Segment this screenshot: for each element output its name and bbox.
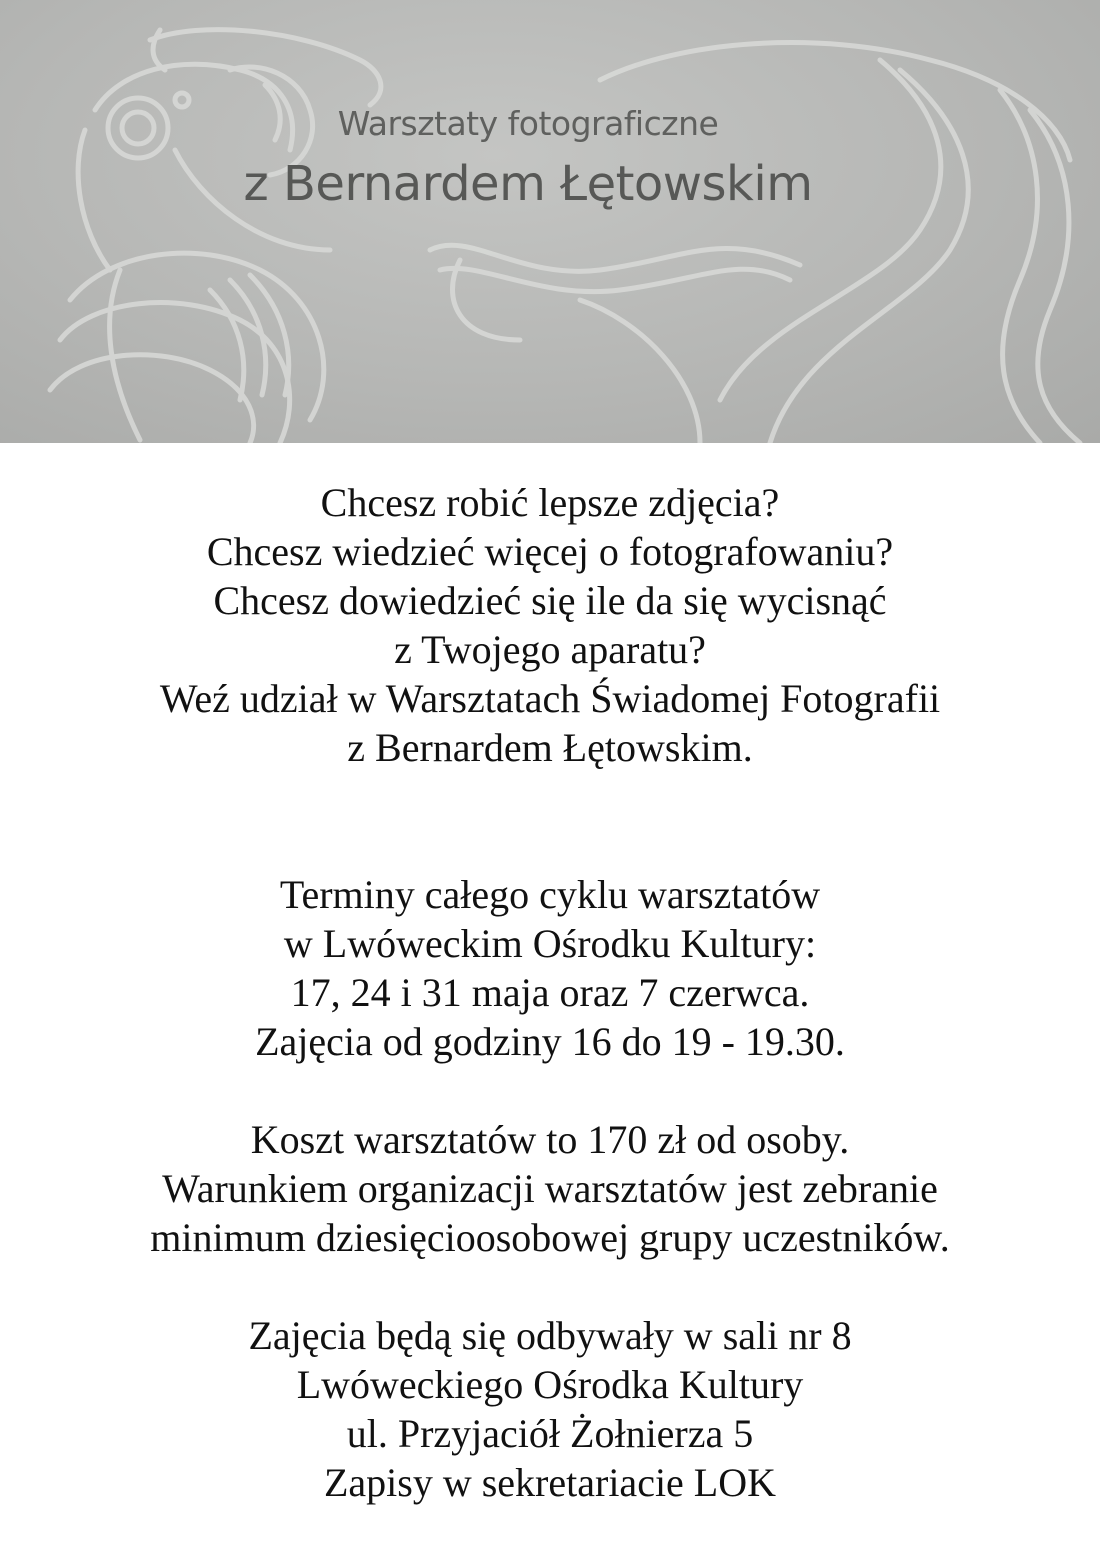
intro-line: z Bernardem Łętowskim. — [347, 725, 753, 770]
location-line: Zapisy w sekretariacie LOK — [323, 1460, 777, 1505]
cost-line: Koszt warsztatów to 170 zł od osoby. — [250, 1117, 850, 1162]
spacer — [0, 1066, 1100, 1115]
header-title-line1: Warsztaty fotograficzne — [337, 104, 719, 143]
cost-line: Warunkiem organizacji warsztatów jest zebranie — [162, 1166, 938, 1211]
intro-block — [0, 478, 1100, 772]
header-title-line2: z Bernardem Łętowskim — [243, 156, 813, 212]
schedule-line: Terminy całego cyklu warsztatów — [279, 872, 821, 917]
schedule-line: w Lwóweckim Ośrodku Kultury: — [283, 921, 817, 966]
intro-line: Chcesz dowiedzieć się ile da się wycisnąć — [213, 578, 887, 623]
intro-line: z Twojego aparatu? — [394, 627, 706, 672]
cost-line: minimum dziesięcioosobowej grupy uczestników. — [150, 1215, 950, 1260]
location-block — [0, 1311, 1100, 1507]
header-banner — [0, 0, 1100, 443]
intro-line: Chcesz robić lepsze zdjęcia? — [320, 480, 780, 525]
schedule-block — [0, 870, 1100, 1066]
intro-line: Weź udział w Warsztatach Świadomej Fotografii — [159, 676, 941, 721]
cost-block — [0, 1115, 1100, 1262]
spacer — [0, 772, 1100, 870]
schedule-line: Zajęcia od godziny 16 do 19 - 19.30. — [255, 1019, 845, 1064]
schedule-line: 17, 24 i 31 maja oraz 7 czerwca. — [290, 970, 810, 1015]
location-line: ul. Przyjaciół Żołnierza 5 — [346, 1411, 754, 1456]
announcement-body — [0, 478, 1100, 1507]
camera-sketch-illustration — [0, 0, 1100, 443]
intro-line: Chcesz wiedzieć więcej o fotografowaniu? — [206, 529, 894, 574]
spacer — [0, 1262, 1100, 1311]
location-line: Lwóweckiego Ośrodka Kultury — [296, 1362, 804, 1407]
location-line: Zajęcia będą się odbywały w sali nr 8 — [248, 1313, 852, 1358]
